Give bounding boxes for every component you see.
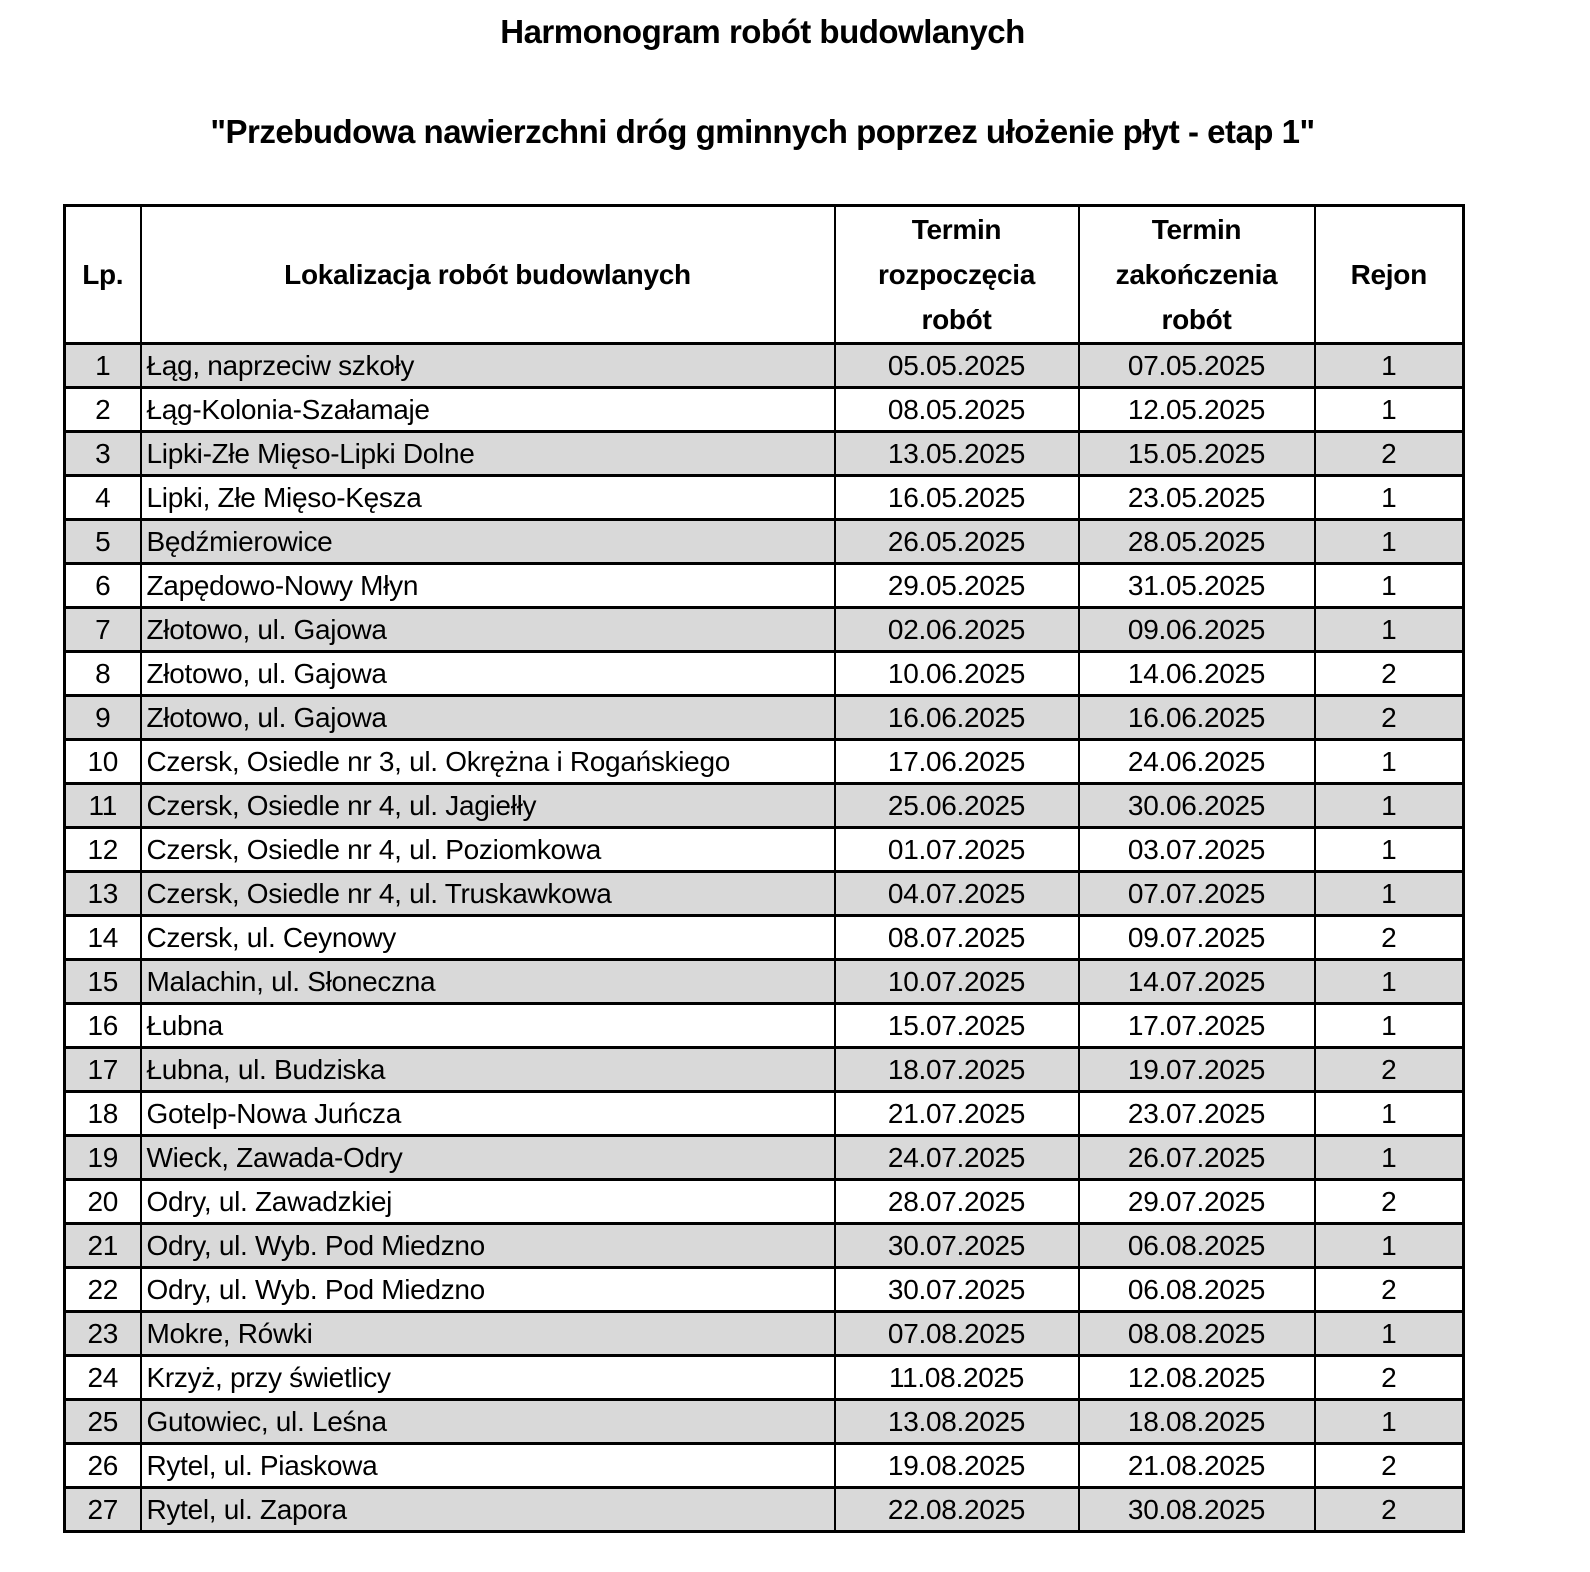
cell-start-date: 08.07.2025 [835,916,1079,960]
table-row [65,344,1464,388]
cell-end-date: 09.07.2025 [1079,916,1315,960]
cell-start-date: 10.07.2025 [835,960,1079,1004]
cell-end-date: 28.05.2025 [1079,520,1315,564]
cell-location: Czersk, Osiedle nr 4, ul. Poziomkowa [141,828,835,872]
cell-end-date: 06.08.2025 [1079,1268,1315,1312]
table-row [65,520,1464,564]
cell-lp: 6 [65,564,141,608]
cell-end-date: 30.08.2025 [1079,1488,1315,1532]
cell-end-date: 19.07.2025 [1079,1048,1315,1092]
cell-start-date: 21.07.2025 [835,1092,1079,1136]
table-row [65,1444,1464,1488]
cell-start-date: 28.07.2025 [835,1180,1079,1224]
table-row [65,1224,1464,1268]
cell-start-date: 15.07.2025 [835,1004,1079,1048]
cell-location: Lipki, Złe Mięso-Kęsza [141,476,835,520]
cell-end-date: 14.06.2025 [1079,652,1315,696]
cell-location: Gotelp-Nowa Juńcza [141,1092,835,1136]
table-row [65,784,1464,828]
cell-lp: 13 [65,872,141,916]
table-row [65,652,1464,696]
header-row [65,206,1464,344]
cell-end-date: 18.08.2025 [1079,1400,1315,1444]
table-row [65,476,1464,520]
header-location: Lokalizacja robót budowlanych [141,206,835,344]
cell-lp: 16 [65,1004,141,1048]
cell-location: Czersk, Osiedle nr 3, ul. Okrężna i Rogańskiego [141,740,835,784]
table-row [65,696,1464,740]
cell-end-date: 06.08.2025 [1079,1224,1315,1268]
table-row [65,1048,1464,1092]
table-row [65,608,1464,652]
cell-location: Czersk, ul. Ceynowy [141,916,835,960]
cell-location: Łąg, naprzeciw szkoły [141,344,835,388]
cell-rejon: 2 [1315,1356,1464,1400]
cell-lp: 8 [65,652,141,696]
cell-lp: 27 [65,1488,141,1532]
cell-lp: 15 [65,960,141,1004]
cell-lp: 9 [65,696,141,740]
cell-lp: 14 [65,916,141,960]
cell-start-date: 05.05.2025 [835,344,1079,388]
cell-lp: 10 [65,740,141,784]
cell-lp: 17 [65,1048,141,1092]
cell-location: Rytel, ul. Piaskowa [141,1444,835,1488]
cell-rejon: 1 [1315,1224,1464,1268]
cell-start-date: 13.05.2025 [835,432,1079,476]
cell-rejon: 1 [1315,388,1464,432]
cell-end-date: 12.08.2025 [1079,1356,1315,1400]
cell-location: Lipki-Złe Mięso-Lipki Dolne [141,432,835,476]
cell-location: Wieck, Zawada-Odry [141,1136,835,1180]
cell-rejon: 1 [1315,476,1464,520]
cell-lp: 19 [65,1136,141,1180]
cell-start-date: 22.08.2025 [835,1488,1079,1532]
schedule-table-body [65,344,1464,1532]
cell-location: Złotowo, ul. Gajowa [141,696,835,740]
cell-lp: 12 [65,828,141,872]
cell-location: Czersk, Osiedle nr 4, ul. Truskawkowa [141,872,835,916]
cell-rejon: 1 [1315,520,1464,564]
cell-lp: 25 [65,1400,141,1444]
cell-rejon: 2 [1315,1268,1464,1312]
cell-rejon: 2 [1315,1488,1464,1532]
cell-rejon: 1 [1315,1400,1464,1444]
table-row [65,828,1464,872]
cell-rejon: 2 [1315,696,1464,740]
cell-lp: 24 [65,1356,141,1400]
cell-rejon: 1 [1315,608,1464,652]
cell-rejon: 1 [1315,872,1464,916]
cell-start-date: 16.06.2025 [835,696,1079,740]
cell-location: Łąg-Kolonia-Szałamaje [141,388,835,432]
cell-lp: 2 [65,388,141,432]
cell-rejon: 1 [1315,1092,1464,1136]
cell-rejon: 2 [1315,1444,1464,1488]
cell-start-date: 02.06.2025 [835,608,1079,652]
table-row [65,1312,1464,1356]
cell-location: Łubna [141,1004,835,1048]
title-block [63,0,1462,151]
cell-location: Czersk, Osiedle nr 4, ul. Jagiełły [141,784,835,828]
cell-end-date: 29.07.2025 [1079,1180,1315,1224]
cell-end-date: 31.05.2025 [1079,564,1315,608]
cell-rejon: 1 [1315,960,1464,1004]
cell-start-date: 10.06.2025 [835,652,1079,696]
cell-end-date: 08.08.2025 [1079,1312,1315,1356]
cell-rejon: 1 [1315,1004,1464,1048]
cell-rejon: 1 [1315,784,1464,828]
cell-lp: 18 [65,1092,141,1136]
cell-start-date: 19.08.2025 [835,1444,1079,1488]
cell-rejon: 1 [1315,1136,1464,1180]
table-row [65,564,1464,608]
cell-lp: 3 [65,432,141,476]
cell-end-date: 17.07.2025 [1079,1004,1315,1048]
cell-lp: 11 [65,784,141,828]
cell-start-date: 01.07.2025 [835,828,1079,872]
cell-rejon: 1 [1315,344,1464,388]
header-start-date: Termin rozpoczęcia robót [835,206,1079,344]
table-row [65,1488,1464,1532]
cell-start-date: 30.07.2025 [835,1268,1079,1312]
cell-end-date: 07.07.2025 [1079,872,1315,916]
cell-location: Rytel, ul. Zapora [141,1488,835,1532]
cell-lp: 21 [65,1224,141,1268]
table-row [65,916,1464,960]
cell-location: Krzyż, przy świetlicy [141,1356,835,1400]
cell-location: Odry, ul. Wyb. Pod Miedzno [141,1268,835,1312]
schedule-table [63,204,1465,1533]
cell-location: Malachin, ul. Słoneczna [141,960,835,1004]
page-title: Harmonogram robót budowlanych [500,13,1025,50]
table-row [65,960,1464,1004]
cell-location: Odry, ul. Wyb. Pod Miedzno [141,1224,835,1268]
cell-start-date: 30.07.2025 [835,1224,1079,1268]
cell-lp: 20 [65,1180,141,1224]
cell-rejon: 1 [1315,1312,1464,1356]
cell-end-date: 07.05.2025 [1079,344,1315,388]
cell-start-date: 08.05.2025 [835,388,1079,432]
cell-rejon: 1 [1315,740,1464,784]
cell-lp: 5 [65,520,141,564]
cell-rejon: 1 [1315,564,1464,608]
cell-rejon: 2 [1315,1048,1464,1092]
cell-start-date: 29.05.2025 [835,564,1079,608]
cell-end-date: 30.06.2025 [1079,784,1315,828]
cell-rejon: 1 [1315,828,1464,872]
cell-end-date: 24.06.2025 [1079,740,1315,784]
table-row [65,1268,1464,1312]
cell-rejon: 2 [1315,652,1464,696]
table-row [65,1092,1464,1136]
cell-location: Zapędowo-Nowy Młyn [141,564,835,608]
cell-lp: 23 [65,1312,141,1356]
table-row [65,1180,1464,1224]
cell-lp: 26 [65,1444,141,1488]
table-row [65,1356,1464,1400]
cell-end-date: 26.07.2025 [1079,1136,1315,1180]
cell-start-date: 16.05.2025 [835,476,1079,520]
cell-end-date: 23.07.2025 [1079,1092,1315,1136]
cell-rejon: 2 [1315,432,1464,476]
table-row [65,388,1464,432]
cell-location: Złotowo, ul. Gajowa [141,608,835,652]
cell-location: Złotowo, ul. Gajowa [141,652,835,696]
cell-start-date: 18.07.2025 [835,1048,1079,1092]
cell-end-date: 21.08.2025 [1079,1444,1315,1488]
cell-start-date: 24.07.2025 [835,1136,1079,1180]
cell-end-date: 16.06.2025 [1079,696,1315,740]
table-row [65,740,1464,784]
cell-lp: 7 [65,608,141,652]
table-header [65,206,1464,344]
cell-location: Gutowiec, ul. Leśna [141,1400,835,1444]
cell-location: Będźmierowice [141,520,835,564]
cell-start-date: 25.06.2025 [835,784,1079,828]
cell-start-date: 13.08.2025 [835,1400,1079,1444]
cell-end-date: 09.06.2025 [1079,608,1315,652]
cell-start-date: 04.07.2025 [835,872,1079,916]
cell-start-date: 11.08.2025 [835,1356,1079,1400]
cell-lp: 4 [65,476,141,520]
table-row [65,1400,1464,1444]
cell-start-date: 17.06.2025 [835,740,1079,784]
cell-rejon: 2 [1315,1180,1464,1224]
cell-end-date: 23.05.2025 [1079,476,1315,520]
cell-end-date: 14.07.2025 [1079,960,1315,1004]
cell-end-date: 12.05.2025 [1079,388,1315,432]
cell-start-date: 26.05.2025 [835,520,1079,564]
header-lp: Lp. [65,206,141,344]
table-row [65,432,1464,476]
header-rejon: Rejon [1315,206,1464,344]
cell-start-date: 07.08.2025 [835,1312,1079,1356]
cell-end-date: 03.07.2025 [1079,828,1315,872]
cell-location: Łubna, ul. Budziska [141,1048,835,1092]
cell-end-date: 15.05.2025 [1079,432,1315,476]
page-subtitle: "Przebudowa nawierzchni dróg gminnych poprzez ułożenie płyt - etap 1" [210,112,1315,150]
cell-location: Odry, ul. Zawadzkiej [141,1180,835,1224]
cell-lp: 22 [65,1268,141,1312]
table-row [65,1136,1464,1180]
cell-location: Mokre, Rówki [141,1312,835,1356]
cell-rejon: 2 [1315,916,1464,960]
header-end-date: Termin zakończenia robót [1079,206,1315,344]
table-row [65,1004,1464,1048]
table-row [65,872,1464,916]
cell-lp: 1 [65,344,141,388]
